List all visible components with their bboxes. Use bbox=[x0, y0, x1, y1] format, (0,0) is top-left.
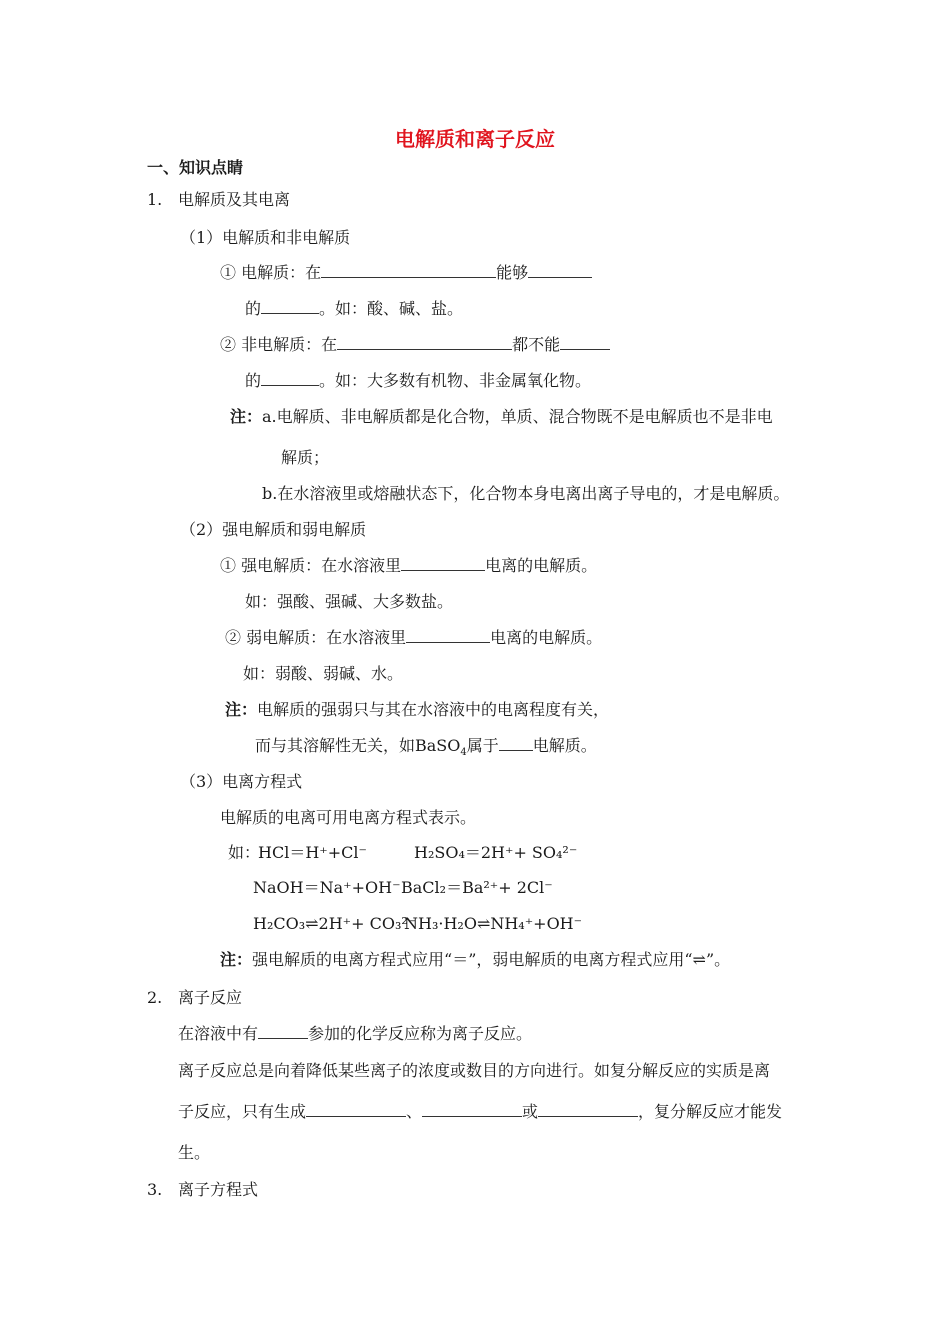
blank bbox=[538, 1102, 638, 1117]
blank bbox=[406, 628, 490, 643]
note-1a bbox=[230, 407, 773, 427]
subscript: 4 bbox=[460, 747, 467, 759]
page-title: 电解质和离子反应 bbox=[395, 127, 555, 151]
text: 子反应，只有生成 bbox=[178, 1102, 307, 1121]
note-3 bbox=[220, 950, 730, 970]
text: 、 bbox=[406, 1102, 423, 1121]
blank bbox=[528, 263, 592, 278]
blank bbox=[321, 263, 496, 278]
strong-electrolyte-example: 如：强酸、强碱、大多数盐。 bbox=[245, 592, 454, 611]
electrolyte-definition-cont bbox=[245, 299, 463, 319]
blank bbox=[337, 335, 512, 350]
blank bbox=[261, 299, 319, 314]
ionic-reaction-text: 离子反应总是向着降低某些离子的浓度或数目的方向进行。如复分解反应的实质是离 bbox=[178, 1061, 771, 1080]
note-2 bbox=[225, 700, 609, 720]
text: 的 bbox=[245, 371, 262, 390]
text: 属于 bbox=[466, 736, 499, 755]
electrolyte-definition bbox=[220, 263, 592, 283]
blank bbox=[560, 335, 610, 350]
text: ，复分解反应才能发 bbox=[638, 1102, 783, 1121]
note-1b: b.在水溶液里或熔融状态下，化合物本身电离出离子导电的，才是电解质。 bbox=[262, 484, 790, 503]
item-2-title: 离子反应 bbox=[178, 988, 243, 1007]
text: a.电解质、非电解质都是化合物，单质、混合物既不是电解质也不是非电 bbox=[262, 407, 773, 426]
blank bbox=[306, 1102, 406, 1117]
item-1-number: 1. bbox=[147, 190, 163, 209]
electrolyte-mid: 能够 bbox=[496, 263, 529, 282]
electrolyte-prefix: ① 电解质：在 bbox=[220, 263, 322, 282]
blank bbox=[261, 371, 319, 386]
equation-bacl2: BaCl₂＝Ba²⁺+ 2Cl⁻ bbox=[401, 878, 553, 897]
blank bbox=[422, 1102, 522, 1117]
weak-electrolyte-example: 如：弱酸、弱碱、水。 bbox=[243, 664, 404, 683]
nonelectrolyte-definition-cont bbox=[245, 371, 591, 391]
text: 电离的电解质。 bbox=[485, 556, 598, 575]
text: 在溶液中有 bbox=[178, 1024, 259, 1043]
item-3-number: 3. bbox=[147, 1180, 163, 1199]
text: ② 弱电解质：在水溶液里 bbox=[225, 628, 407, 647]
text: 都不能 bbox=[512, 335, 561, 354]
note-1a-cont: 解质； bbox=[281, 448, 330, 467]
text: ① 强电解质：在水溶液里 bbox=[220, 556, 402, 575]
note-label: 注： bbox=[230, 407, 263, 426]
example-label: 如： bbox=[228, 843, 261, 862]
text: 。如：大多数有机物、非金属氧化物。 bbox=[319, 371, 592, 390]
equation-nh3h2o: NH₃·H₂O⇌NH₄⁺+OH⁻ bbox=[404, 914, 583, 933]
sub-2-heading: （2）强电解质和弱电解质 bbox=[180, 520, 367, 539]
note-label: 注： bbox=[225, 700, 258, 719]
sub-3-heading: （3）电离方程式 bbox=[180, 772, 303, 791]
weak-electrolyte bbox=[225, 628, 602, 648]
equation-h2so4: H₂SO₄＝2H⁺+ SO₄²⁻ bbox=[414, 843, 578, 862]
text: 。如：酸、碱、盐。 bbox=[319, 299, 464, 318]
blank bbox=[258, 1024, 308, 1039]
blank bbox=[499, 736, 533, 751]
text: 而与其溶解性无关，如BaSO bbox=[255, 736, 461, 755]
strong-electrolyte bbox=[220, 556, 597, 576]
sub-1-heading: （1）电解质和非电解质 bbox=[180, 228, 351, 247]
equation-naoh: NaOH＝Na⁺+OH⁻ bbox=[253, 878, 401, 897]
text: 或 bbox=[522, 1102, 539, 1121]
ionic-reaction-definition bbox=[178, 1024, 532, 1044]
equation-hcl: HCl＝H⁺+Cl⁻ bbox=[258, 843, 367, 862]
blank bbox=[401, 556, 485, 571]
text: 电离的电解质。 bbox=[490, 628, 603, 647]
note-2-cont bbox=[255, 736, 597, 759]
text: 电解质。 bbox=[532, 736, 597, 755]
text: 电解质的强弱只与其在水溶液中的电离程度有关， bbox=[257, 700, 610, 719]
nonelectrolyte-definition bbox=[220, 335, 610, 355]
item-1-title: 电解质及其电离 bbox=[178, 190, 291, 209]
text: ② 非电解质：在 bbox=[220, 335, 338, 354]
ionic-reaction-conditions bbox=[178, 1102, 782, 1122]
text: 参加的化学反应称为离子反应。 bbox=[308, 1024, 533, 1043]
item-2-number: 2. bbox=[147, 988, 163, 1007]
section-heading-1: 一、知识点睛 bbox=[147, 158, 244, 177]
text: 的 bbox=[245, 299, 262, 318]
ionization-intro: 电解质的电离可用电离方程式表示。 bbox=[220, 808, 477, 827]
ionic-reaction-conditions-end: 生。 bbox=[178, 1143, 211, 1162]
item-3-title: 离子方程式 bbox=[178, 1180, 259, 1199]
equation-h2co3: H₂CO₃⇌2H⁺+ CO₃²⁻ bbox=[253, 914, 417, 933]
note-label: 注： bbox=[220, 950, 253, 969]
text: 强电解质的电离方程式应用“＝”，弱电解质的电离方程式应用“⇌”。 bbox=[252, 950, 731, 969]
